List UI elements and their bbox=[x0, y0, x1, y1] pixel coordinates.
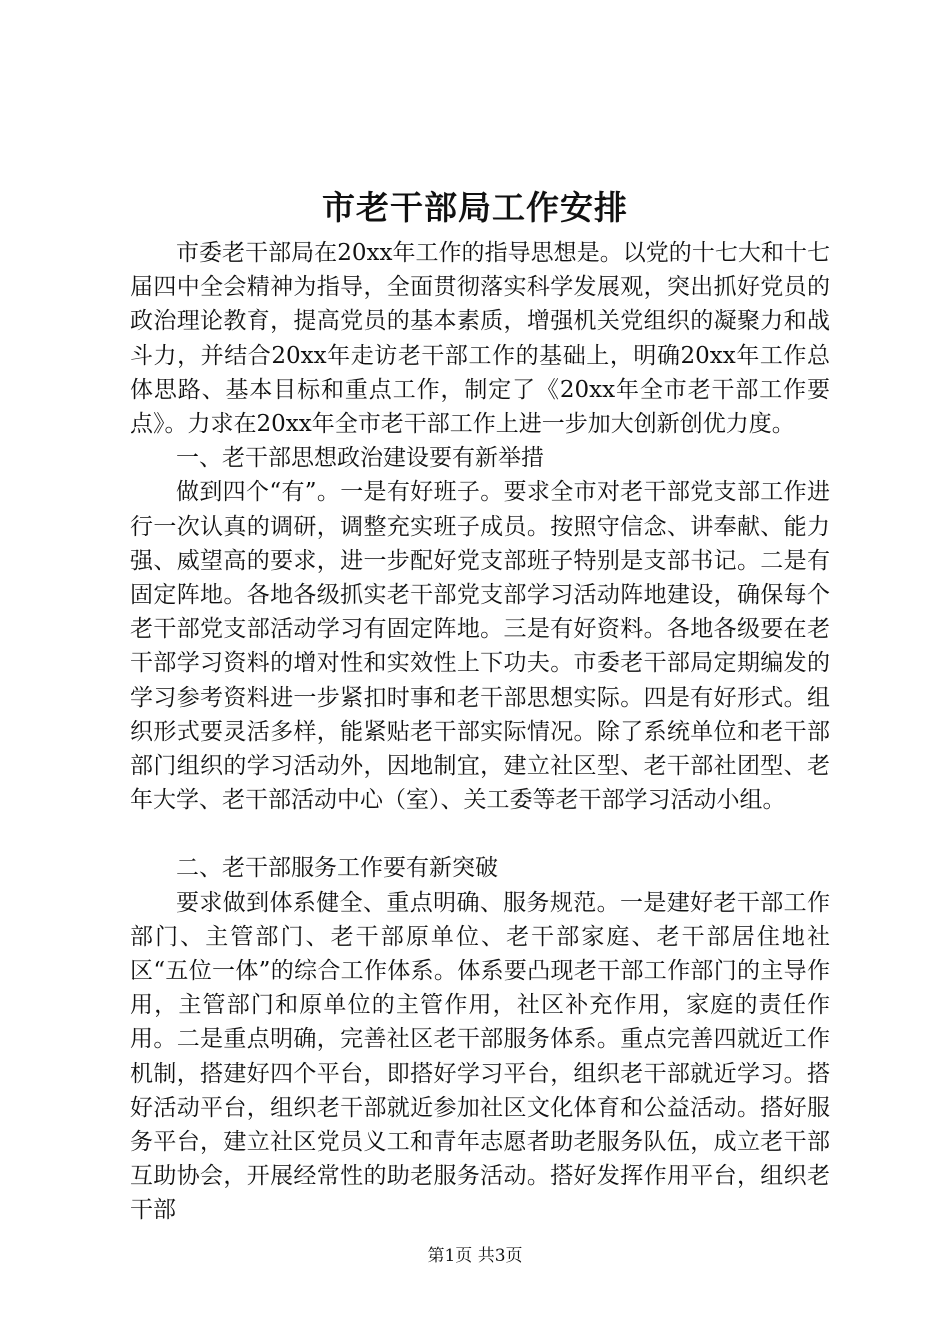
intro-paragraph: 市委老干部局在20xx年工作的指导思想是。以党的十七大和十七届四中全会精神为指导，全面贯彻落实科学发展观，突出抓好党员的政治理论教育，提高党员的基本素质，增强机关党组织的凝聚力和战斗力，并结合20xx年走访老干部工作的基础上，明确20xx年工作总体思路、基本目标和重点工作，制定了《20xx年全市老干部工作要点》。力求在20xx年全市老干部工作上进一步加大创新创优力度。 bbox=[130, 240, 830, 438]
section-heading-1: 一、老干部思想政治建设要有新举措 bbox=[176, 445, 544, 472]
page-footer: 第1页 共3页 bbox=[427, 1246, 523, 1266]
section-heading-2: 二、老干部服务工作要有新突破 bbox=[176, 855, 498, 882]
section-1-paragraph: 做到四个“有”。一是有好班子。要求全市对老干部党支部工作进行一次认真的调研，调整充实班子成员。按照守信念、讲奉献、能力强、威望高的要求，进一步配好党支部班子特别是支部书记。二是有固定阵地。各地各级抓实老干部党支部学习活动阵地建设，确保每个老干部党支部活动学习有固定阵地。三是有好资料。各地各级要在老干部学习资料的增对性和实效性上下功夫。市委老干部局定期编发的学习参考资料进一步紧扣时事和老干部思想实际。四是有好形式。组织形式要灵活多样，能紧贴老干部实际情况。除了系统单位和老干部部门组织的学习活动外，因地制宜，建立社区型、老干部社团型、老年大学、老干部活动中心（室）、关工委等老干部学习活动小组。 bbox=[130, 479, 830, 814]
document-body bbox=[130, 236, 830, 1228]
paragraph-gap bbox=[130, 817, 830, 851]
document-title: 市老干部局工作安排 bbox=[322, 188, 628, 227]
section-2-paragraph: 要求做到体系健全、重点明确、服务规范。一是建好老干部工作部门、主管部门、老干部原单位、老干部家庭、老干部居住地社区“五位一体”的综合工作体系。体系要凸现老干部工作部门的主导作用，主管部门和原单位的主管作用，社区补充作用，家庭的责任作用。二是重点明确，完善社区老干部服务体系。重点完善四就近工作机制，搭建好四个平台，即搭好学习平台，组织老干部就近学习。搭好活动平台，组织老干部就近参加社区文化体育和公益活动。搭好服务平台，建立社区党员义工和青年志愿者助老服务队伍，成立老干部互助协会，开展经常性的助老服务活动。搭好发挥作用平台，组织老干部 bbox=[130, 889, 830, 1224]
